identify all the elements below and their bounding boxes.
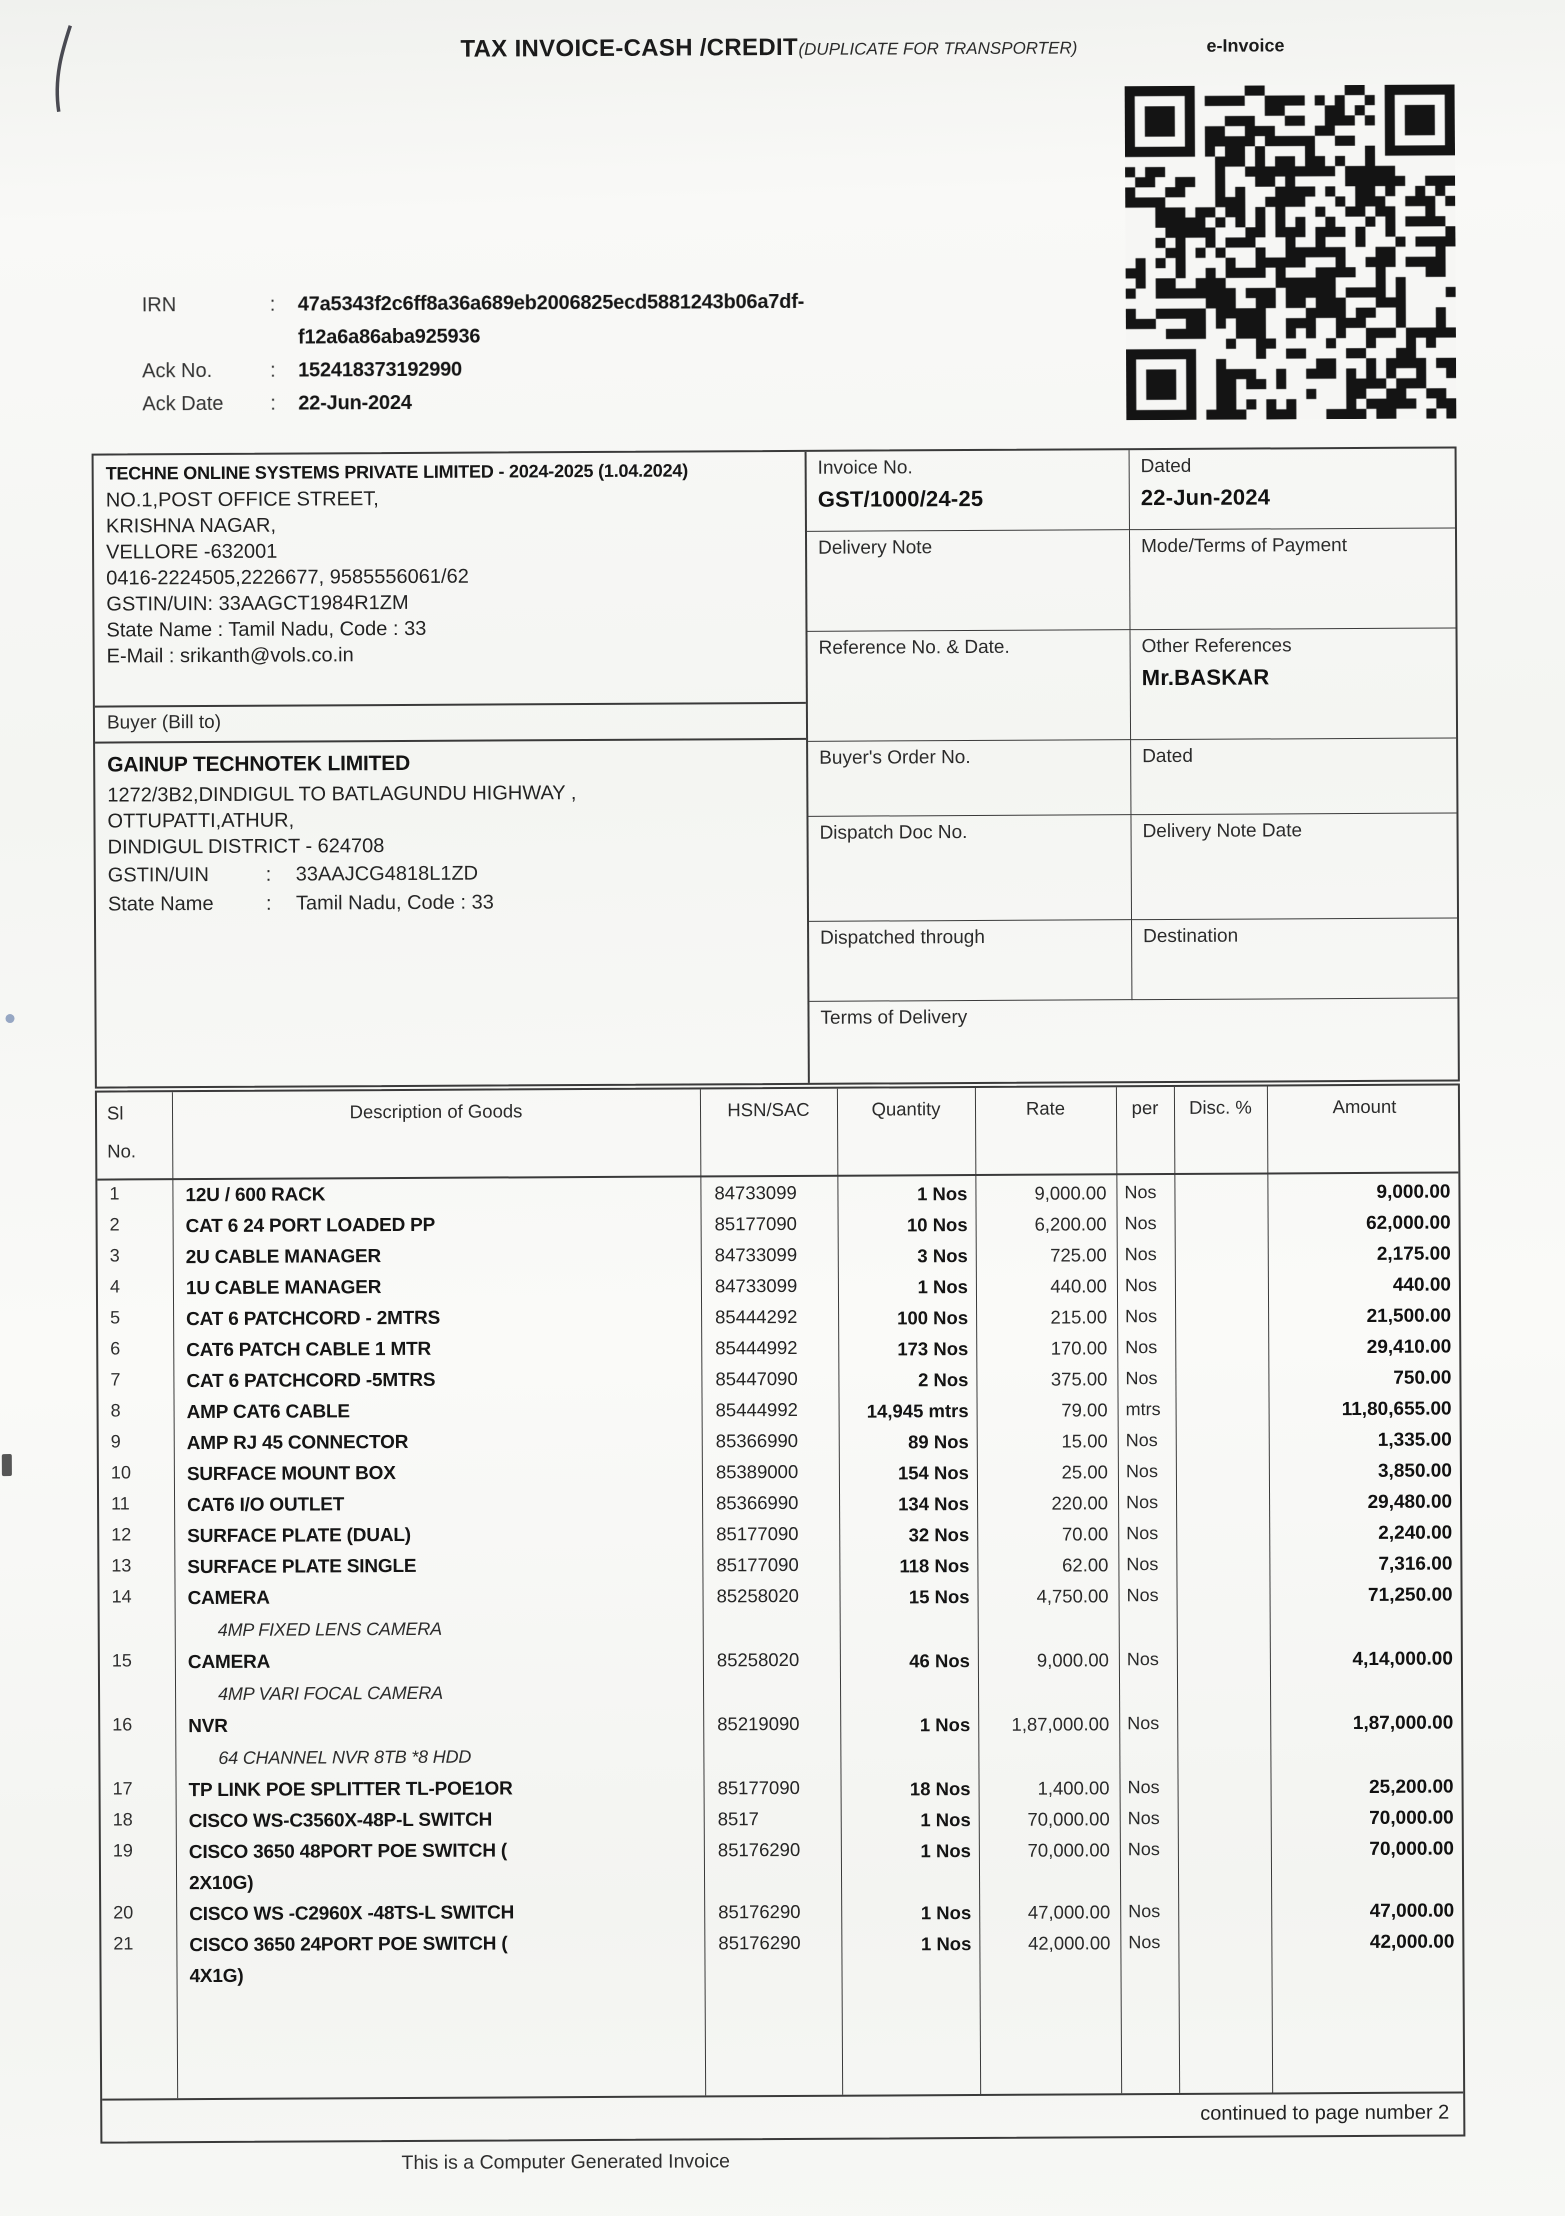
item-hsn: 85444992 xyxy=(715,1398,798,1421)
item-rate: 9,000.00 xyxy=(1034,1182,1107,1204)
meta-cell-terms-of-delivery: Terms of Delivery xyxy=(820,1007,968,1029)
item-quantity: 100 Nos xyxy=(897,1307,969,1329)
item-sl-no: 17 xyxy=(112,1778,133,1799)
e-invoice-label: e-Invoice xyxy=(1206,35,1285,56)
item-quantity: 32 Nos xyxy=(908,1524,970,1546)
item-row xyxy=(101,1830,1462,1899)
ack-no-value: 152418373192990 xyxy=(298,358,463,382)
item-amount: 42,000.00 xyxy=(1369,1931,1455,1953)
item-discount xyxy=(1176,1484,1269,1515)
item-name: CISCO WS -C2960X -48TS-L SWITCH xyxy=(189,1902,515,1926)
item-row xyxy=(100,1704,1461,1775)
address-line: 1272/3B2,DINDIGUL TO BATLAGUNDU HIGHWAY , xyxy=(107,782,577,807)
item-per: Nos xyxy=(1126,1585,1159,1606)
item-sl-no: 11 xyxy=(111,1493,130,1514)
address-line: VELLORE -632001 xyxy=(106,540,278,564)
item-quantity: 154 Nos xyxy=(897,1462,969,1484)
item-name: 12U / 600 RACK xyxy=(185,1184,326,1207)
item-sl-no: 7 xyxy=(110,1369,121,1390)
item-sl-no: 12 xyxy=(111,1524,132,1545)
item-amount: 21,500.00 xyxy=(1366,1305,1452,1327)
item-name: CISCO 3650 48PORT POE SWITCH ( 2X10G) xyxy=(188,1840,508,1895)
item-name: 2U CABLE MANAGER xyxy=(185,1246,382,1269)
irn-row xyxy=(142,317,1142,355)
item-rate: 1,400.00 xyxy=(1037,1777,1110,1799)
irn-value-line2: f12a6a86aba925936 xyxy=(297,325,481,349)
item-description xyxy=(174,1487,702,1521)
item-rate: 62.00 xyxy=(1062,1554,1109,1576)
meta-cell-invoice-no: Invoice No. GST/1000/24-25 xyxy=(807,450,1129,532)
item-per: Nos xyxy=(1127,1839,1160,1860)
item-sl-no: 3 xyxy=(109,1245,120,1266)
item-sl-no: 14 xyxy=(111,1586,132,1607)
item-amount: 1,87,000.00 xyxy=(1352,1712,1454,1735)
item-sl-no: 2 xyxy=(109,1214,120,1235)
item-sub-description: 64 CHANNEL NVR 8TB *8 HDD xyxy=(218,1746,472,1768)
item-name: AMP RJ 45 CONNECTOR xyxy=(186,1431,409,1455)
item-hsn: 85258020 xyxy=(716,1584,799,1607)
seller-address xyxy=(106,484,794,670)
item-sl-no: 6 xyxy=(110,1338,121,1359)
parties-column xyxy=(94,452,810,1087)
item-rate: 215.00 xyxy=(1050,1306,1108,1328)
item-name: NVR xyxy=(188,1715,228,1738)
item-name: CISCO 3650 24PORT POE SWITCH ( 4X1G) xyxy=(189,1933,508,1988)
item-discount xyxy=(1176,1577,1269,1641)
item-rate: 9,000.00 xyxy=(1036,1649,1109,1671)
item-amount: 70,000.00 xyxy=(1369,1838,1454,1860)
items-table xyxy=(95,1083,1465,2143)
item-description xyxy=(176,1896,704,1930)
item-quantity: 1 Nos xyxy=(920,1902,972,1924)
ack-no-row xyxy=(142,350,1142,388)
document-copy-type: (DUPLICATE FOR TRANSPORTER) xyxy=(798,38,1078,59)
item-per: Nos xyxy=(1126,1554,1159,1575)
meta-cell-other-references: Other References Mr.BASKAR xyxy=(1130,628,1457,740)
item-description xyxy=(174,1549,702,1583)
ack-date-row xyxy=(142,383,1142,421)
item-per: Nos xyxy=(1127,1713,1160,1734)
item-quantity: 1 Nos xyxy=(920,1933,972,1955)
item-discount xyxy=(1176,1546,1269,1577)
item-discount xyxy=(1176,1422,1269,1453)
item-quantity: 15 Nos xyxy=(908,1586,970,1608)
irn-block xyxy=(142,284,1143,421)
item-discount xyxy=(1176,1515,1269,1546)
ack-date-value: 22-Jun-2024 xyxy=(298,391,412,415)
item-description xyxy=(174,1394,702,1428)
item-per: Nos xyxy=(1125,1461,1158,1482)
item-hsn: 85177090 xyxy=(716,1522,799,1545)
item-sl-no: 9 xyxy=(110,1431,121,1452)
buyer-gstin-label: GSTIN/UIN xyxy=(107,864,209,887)
col-header-description: Description of Goods xyxy=(349,1100,523,1123)
item-hsn: 85258020 xyxy=(716,1648,800,1671)
item-discount xyxy=(1178,1893,1271,1924)
meta-cell-dated: Dated 22-Jun-2024 xyxy=(1129,448,1455,530)
item-amount: 47,000.00 xyxy=(1369,1900,1455,1922)
address-line: KRISHNA NAGAR, xyxy=(105,514,277,538)
item-hsn: 84733099 xyxy=(714,1274,798,1297)
item-discount xyxy=(1175,1205,1268,1236)
item-description xyxy=(175,1708,703,1775)
item-hsn: 85176290 xyxy=(718,1900,801,1923)
meta-cell-delivery-note-date: Delivery Note Date xyxy=(1130,813,1457,920)
item-quantity: 118 Nos xyxy=(899,1555,970,1577)
item-description xyxy=(173,1239,701,1273)
item-description xyxy=(173,1332,701,1366)
item-amount: 11,80,655.00 xyxy=(1341,1398,1452,1421)
item-description xyxy=(173,1270,701,1304)
item-quantity: 1 Nos xyxy=(919,1714,971,1736)
item-name: CAT 6 PATCHCORD - 2MTRS xyxy=(186,1307,441,1331)
item-name: CAT 6 24 PORT LOADED PP xyxy=(185,1214,436,1238)
item-name: SURFACE PLATE (DUAL) xyxy=(187,1524,411,1548)
item-per: Nos xyxy=(1126,1492,1159,1513)
item-per: Nos xyxy=(1124,1275,1158,1296)
col-header-rate: Rate xyxy=(1025,1097,1066,1119)
item-quantity: 10 Nos xyxy=(906,1214,968,1236)
item-description xyxy=(174,1518,702,1552)
item-per: Nos xyxy=(1128,1901,1161,1922)
item-rate: 15.00 xyxy=(1061,1430,1108,1452)
buyer-state-value: Tamil Nadu, Code : 33 xyxy=(295,891,494,915)
item-row xyxy=(101,1923,1462,1992)
buyer-gstin-row xyxy=(108,858,795,890)
item-discount xyxy=(1178,1800,1271,1831)
col-header-hsn: HSN/SAC xyxy=(727,1098,810,1121)
buyer-address xyxy=(107,779,794,861)
item-quantity: 14,945 mtrs xyxy=(866,1400,969,1422)
seller-block xyxy=(94,452,806,708)
item-hsn: 85177090 xyxy=(717,1776,800,1799)
colon: : xyxy=(270,392,276,415)
item-hsn: 84733099 xyxy=(714,1181,797,1204)
item-hsn: 85444992 xyxy=(715,1336,798,1359)
item-rate: 170.00 xyxy=(1050,1337,1108,1359)
item-hsn: 85366990 xyxy=(715,1429,799,1452)
item-hsn: 85447090 xyxy=(715,1367,798,1390)
item-discount xyxy=(1177,1641,1270,1705)
item-description xyxy=(174,1456,702,1490)
meta-cell-delivery-note: Delivery Note xyxy=(807,530,1130,632)
item-discount xyxy=(1177,1769,1270,1800)
item-sl-no: 20 xyxy=(113,1902,134,1923)
item-amount: 440.00 xyxy=(1392,1274,1451,1296)
item-sub-description: 4MP VARI FOCAL CAMERA xyxy=(218,1682,443,1704)
item-per: Nos xyxy=(1124,1244,1157,1265)
items-table-header xyxy=(97,1085,1458,1180)
item-quantity: 2 Nos xyxy=(917,1369,969,1391)
item-rate: 70.00 xyxy=(1061,1523,1109,1545)
item-description xyxy=(174,1425,702,1459)
item-hsn: 85366990 xyxy=(716,1491,799,1514)
item-amount: 29,410.00 xyxy=(1366,1336,1452,1358)
scan-speck xyxy=(2,1454,12,1476)
col-header-quantity: Quantity xyxy=(871,1098,941,1120)
item-hsn: 85177090 xyxy=(714,1212,797,1235)
item-discount xyxy=(1175,1267,1268,1298)
item-name: CAT6 PATCH CABLE 1 MTR xyxy=(186,1338,432,1362)
item-rate: 725.00 xyxy=(1050,1244,1107,1266)
address-line: State Name : Tamil Nadu, Code : 33 xyxy=(106,617,427,642)
item-sl-no: 16 xyxy=(112,1714,133,1735)
col-header-disc: Disc. % xyxy=(1189,1096,1252,1118)
item-row xyxy=(99,1576,1460,1647)
item-discount xyxy=(1176,1453,1269,1484)
items-table-body xyxy=(97,1173,1462,1992)
meta-cell-dated-2: Dated xyxy=(1130,738,1456,815)
item-sl-no: 1 xyxy=(109,1183,120,1204)
colon: : xyxy=(265,892,272,915)
item-quantity: 1 Nos xyxy=(920,1840,971,1862)
item-hsn: 8517 xyxy=(717,1808,759,1830)
item-description xyxy=(176,1803,704,1837)
item-description xyxy=(172,1177,700,1211)
item-name: CAMERA xyxy=(187,1651,271,1674)
irn-value-line1: 47a5343f2c6ff8a36a689eb2006825ecd5881243b06a7df- xyxy=(297,290,805,316)
colon: : xyxy=(269,293,276,316)
pen-stroke-mark xyxy=(32,20,93,120)
other-references-value: Mr.BASKAR xyxy=(1141,664,1270,691)
item-description xyxy=(175,1772,703,1806)
invoice-number: GST/1000/24-25 xyxy=(817,485,984,512)
seller-name: TECHNE ONLINE SYSTEMS PRIVATE LIMITED - 2024-2025 (1.04.2024) xyxy=(105,460,689,484)
item-description xyxy=(176,1927,704,1992)
item-quantity: 1 Nos xyxy=(917,1183,968,1205)
invoice-header-box xyxy=(92,446,1460,1088)
address-line: E-Mail : srikanth@vols.co.in xyxy=(106,644,354,668)
item-discount xyxy=(1174,1174,1267,1205)
item-name: 1U CABLE MANAGER xyxy=(185,1277,382,1300)
item-per: Nos xyxy=(1124,1213,1157,1234)
meta-cell-dispatched-through: Dispatched through xyxy=(809,920,1131,1002)
col-header-sl-no: Sl No. xyxy=(106,1102,137,1162)
item-discount xyxy=(1175,1391,1268,1422)
item-amount: 70,000.00 xyxy=(1369,1807,1454,1829)
address-line: DINDIGUL DISTRICT - 624708 xyxy=(107,835,385,859)
item-hsn: 85177090 xyxy=(716,1553,799,1576)
continued-note: continued to page number 2 xyxy=(102,2091,1463,2141)
buyer-block xyxy=(95,740,807,927)
item-name: SURFACE PLATE SINGLE xyxy=(187,1555,417,1579)
item-name: TP LINK POE SPLITTER TL-POE1OR xyxy=(188,1778,513,1802)
address-line: 0416-2224505,2226677, 9585556061/62 xyxy=(106,565,469,590)
item-amount: 9,000.00 xyxy=(1376,1181,1451,1203)
item-per: Nos xyxy=(1125,1337,1158,1358)
item-amount: 750.00 xyxy=(1393,1367,1452,1389)
meta-cell-destination: Destination xyxy=(1131,918,1457,1000)
buyer-state-row xyxy=(108,887,795,919)
item-description xyxy=(174,1580,702,1647)
item-rate: 440.00 xyxy=(1050,1275,1107,1297)
item-sub-description: 4MP FIXED LENS CAMERA xyxy=(217,1618,442,1640)
item-name: CAT 6 PATCHCORD -5MTRS xyxy=(186,1369,436,1393)
invoice-meta-grid xyxy=(807,448,1458,1082)
ack-no-label: Ack No. xyxy=(142,359,213,383)
irn-label: IRN xyxy=(141,294,177,317)
item-row xyxy=(100,1640,1461,1711)
item-description xyxy=(175,1644,703,1711)
address-line: OTTUPATTI,ATHUR, xyxy=(107,809,295,833)
buyer-name: GAINUP TECHNOTEK LIMITED xyxy=(107,751,411,777)
item-per: Nos xyxy=(1125,1368,1158,1389)
scan-speck xyxy=(5,1014,14,1023)
item-per: Nos xyxy=(1124,1182,1157,1203)
item-amount: 29,480.00 xyxy=(1367,1491,1453,1513)
item-per: Nos xyxy=(1128,1932,1161,1953)
item-amount: 2,175.00 xyxy=(1376,1243,1451,1265)
item-sl-no: 19 xyxy=(112,1840,133,1861)
item-per: Nos xyxy=(1127,1808,1160,1829)
item-per: mtrs xyxy=(1125,1399,1161,1420)
item-description xyxy=(173,1208,701,1242)
item-discount xyxy=(1175,1298,1268,1329)
item-hsn: 85176290 xyxy=(718,1931,801,1954)
item-sl-no: 18 xyxy=(112,1809,133,1830)
item-quantity: 1 Nos xyxy=(920,1809,971,1831)
item-discount xyxy=(1175,1329,1268,1360)
item-quantity: 89 Nos xyxy=(908,1431,969,1453)
item-sl-no: 13 xyxy=(111,1555,132,1576)
item-discount xyxy=(1178,1924,1271,1986)
item-hsn: 85389000 xyxy=(715,1460,799,1483)
item-amount: 1,335.00 xyxy=(1377,1429,1452,1451)
buyer-section-label: Buyer (Bill to) xyxy=(95,704,806,744)
item-rate: 1,87,000.00 xyxy=(1011,1713,1110,1735)
item-rate: 25.00 xyxy=(1061,1461,1108,1483)
item-per: Nos xyxy=(1125,1306,1158,1327)
item-discount xyxy=(1175,1236,1268,1267)
item-quantity: 46 Nos xyxy=(909,1650,970,1672)
item-per: Nos xyxy=(1127,1777,1160,1798)
item-amount: 25,200.00 xyxy=(1368,1776,1454,1798)
meta-cell-buyers-order: Buyer's Order No. xyxy=(808,740,1130,817)
item-rate: 4,750.00 xyxy=(1036,1585,1109,1607)
item-name: CAT6 I/O OUTLET xyxy=(187,1494,345,1517)
item-hsn: 85176290 xyxy=(717,1838,801,1861)
item-per: Nos xyxy=(1126,1649,1159,1670)
item-name: CAMERA xyxy=(187,1587,270,1610)
item-description xyxy=(173,1363,701,1397)
computer-generated-note: This is a Computer Generated Invoice xyxy=(401,2150,730,2175)
address-line: GSTIN/UIN: 33AAGCT1984R1ZM xyxy=(106,591,409,616)
document-title: TAX INVOICE-CASH /CREDIT xyxy=(460,33,798,63)
meta-cell-mode-terms: Mode/Terms of Payment xyxy=(1129,528,1456,630)
item-per: Nos xyxy=(1126,1523,1159,1544)
item-discount xyxy=(1175,1360,1268,1391)
item-rate: 47,000.00 xyxy=(1027,1901,1111,1923)
col-header-per: per xyxy=(1131,1097,1159,1119)
item-quantity: 1 Nos xyxy=(917,1276,968,1298)
item-amount: 7,316.00 xyxy=(1378,1553,1453,1575)
item-rate: 220.00 xyxy=(1051,1492,1109,1514)
item-rate: 70,000.00 xyxy=(1027,1839,1110,1861)
item-name: CISCO WS-C3560X-48P-L SWITCH xyxy=(188,1809,493,1833)
address-line: NO.1,POST OFFICE STREET, xyxy=(105,488,379,512)
item-rate: 70,000.00 xyxy=(1027,1808,1110,1830)
item-discount xyxy=(1177,1705,1270,1769)
item-discount xyxy=(1178,1831,1271,1893)
item-sl-no: 21 xyxy=(113,1933,134,1954)
item-amount: 71,250.00 xyxy=(1367,1584,1453,1606)
qr-code xyxy=(1125,84,1457,420)
item-quantity: 3 Nos xyxy=(917,1245,968,1267)
item-rate: 6,200.00 xyxy=(1034,1213,1107,1235)
item-rate: 375.00 xyxy=(1050,1368,1108,1390)
item-quantity: 134 Nos xyxy=(898,1493,970,1515)
item-description xyxy=(173,1301,701,1335)
item-description xyxy=(176,1834,704,1899)
invoice-date: 22-Jun-2024 xyxy=(1140,484,1271,511)
meta-cell-reference: Reference No. & Date. xyxy=(808,630,1131,742)
item-hsn: 85219090 xyxy=(717,1712,800,1735)
item-sl-no: 10 xyxy=(110,1462,131,1483)
item-quantity: 18 Nos xyxy=(909,1778,971,1800)
col-header-amount: Amount xyxy=(1332,1095,1397,1118)
buyer-state-label: State Name xyxy=(107,892,214,916)
item-rate: 79.00 xyxy=(1061,1399,1108,1421)
item-sl-no: 4 xyxy=(109,1276,120,1297)
buyer-gstin-value: 33AAJCG4818L1ZD xyxy=(295,862,479,886)
item-amount: 62,000.00 xyxy=(1366,1212,1451,1234)
item-name: SURFACE MOUNT BOX xyxy=(186,1463,396,1486)
item-sl-no: 15 xyxy=(111,1650,132,1671)
item-amount: 3,850.00 xyxy=(1377,1460,1452,1482)
ack-date-label: Ack Date xyxy=(142,392,224,416)
item-hsn: 84733099 xyxy=(714,1243,798,1266)
item-amount: 2,240.00 xyxy=(1378,1522,1453,1544)
meta-cell-dispatch-doc: Dispatch Doc No. xyxy=(808,815,1131,922)
item-hsn: 85444292 xyxy=(715,1305,798,1328)
colon: : xyxy=(270,359,276,382)
item-sl-no: 5 xyxy=(110,1307,121,1328)
colon: : xyxy=(265,863,272,886)
item-quantity: 173 Nos xyxy=(897,1338,969,1360)
item-per: Nos xyxy=(1125,1430,1158,1451)
item-rate: 42,000.00 xyxy=(1028,1932,1111,1954)
irn-row xyxy=(142,284,1142,322)
item-sl-no: 8 xyxy=(110,1400,121,1421)
item-amount: 4,14,000.00 xyxy=(1352,1648,1453,1671)
item-name: AMP CAT6 CABLE xyxy=(186,1401,350,1424)
